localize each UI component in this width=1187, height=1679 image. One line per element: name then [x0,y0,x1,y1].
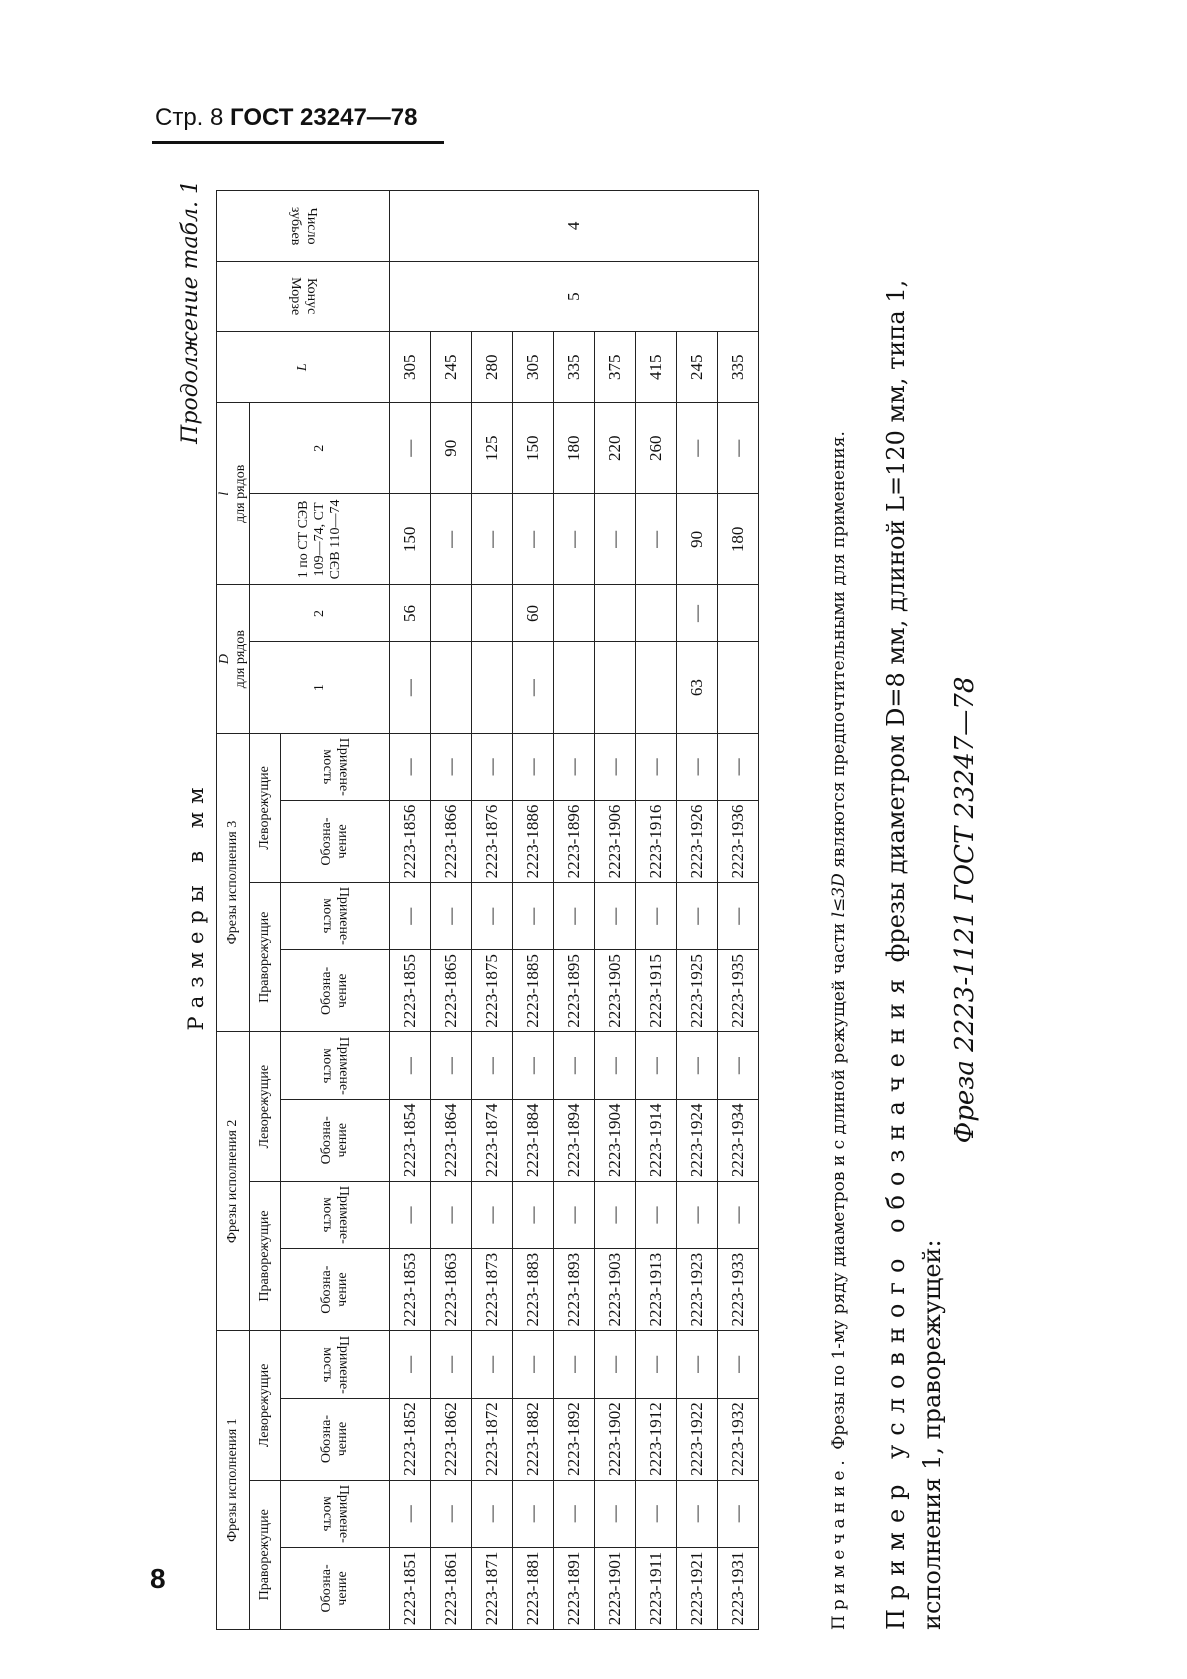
designation-cell: 2223-1882 [513,1398,554,1480]
l-row2-cell: 220 [595,403,636,494]
l-row2-cell: 260 [636,403,677,494]
L-cell: 335 [718,332,759,403]
designation-cell: 2223-1895 [554,950,595,1032]
L-cell: 245 [431,332,472,403]
note-text-a: Фрезы по 1-му ряду диаметров и с длиной режущей части [829,922,849,1450]
d-row1-cell: — [513,642,554,733]
applicability-cell: — [513,1480,554,1547]
applicability-header: Примене-мость [281,1181,390,1248]
designation-cell: 2223-1871 [472,1547,513,1629]
L-cell: 415 [636,332,677,403]
L-header: L [217,332,390,403]
applicability-cell: — [431,1480,472,1547]
table-row [554,191,595,1630]
d-row1-cell [554,642,595,733]
teeth-cell: 4 [390,191,759,262]
l-row2-cell: 180 [554,403,595,494]
d-row2-cell [472,585,513,642]
sizes-caption: Размеры в мм [184,779,208,1031]
applicability-cell: — [431,1331,472,1398]
note-formula: l≤3D [829,873,849,918]
designation-cell: 2223-1936 [718,800,759,882]
designation-cell: 2223-1916 [636,800,677,882]
d-row1-cell: — [390,642,431,733]
l-row1-cell: — [636,494,677,585]
applicability-cell: — [431,1032,472,1099]
designation-cell: 2223-1876 [472,800,513,882]
l-header: l для рядов [217,403,250,585]
designation-cell: 2223-1934 [718,1099,759,1181]
applicability-cell: — [636,883,677,950]
designation-cell: 2223-1861 [431,1547,472,1629]
designation-cell: 2223-1855 [390,950,431,1032]
applicability-cell: — [636,733,677,800]
designation-cell: 2223-1905 [595,950,636,1032]
applicability-cell: — [677,733,718,800]
applicability-cell: — [718,1181,759,1248]
subgroup-header: Праворежущие [250,883,281,1032]
designation-cell: 2223-1884 [513,1099,554,1181]
designation-cell: 2223-1866 [431,800,472,882]
designation-cell: 2223-1892 [554,1398,595,1480]
note-text-b: являются предпочтительными для применения. [829,431,849,868]
note-label: Примечание. [829,1455,849,1630]
d-row2-cell [595,585,636,642]
table-row [595,191,636,1630]
designation-cell: 2223-1904 [595,1099,636,1181]
designation-cell: 2223-1915 [636,950,677,1032]
designation-cell: 2223-1886 [513,800,554,882]
applicability-cell: — [513,1331,554,1398]
designation-cell: 2223-1902 [595,1398,636,1480]
applicability-cell: — [677,1032,718,1099]
designation-cell: 2223-1875 [472,950,513,1032]
d-row2-cell [636,585,677,642]
l-row2-cell: — [390,403,431,494]
d-row1-cell [636,642,677,733]
applicability-cell: — [595,1480,636,1547]
dimensions-table [216,190,759,1630]
continuation-caption: Продолжение табл. 1 [178,180,203,444]
group-header: Фрезы исполнения 1 [217,1331,250,1630]
L-cell: 305 [390,332,431,403]
d-row2-cell: — [677,585,718,642]
applicability-cell: — [472,1480,513,1547]
applicability-cell: — [595,1181,636,1248]
l-row2-cell: 125 [472,403,513,494]
table-row [513,191,554,1630]
applicability-cell: — [431,733,472,800]
d-row2-cell [554,585,595,642]
d-row1-cell [431,642,472,733]
designation-cell: 2223-1854 [390,1099,431,1181]
standard-number: ГОСТ 23247—78 [230,104,418,131]
subgroup-header: Праворежущие [250,1480,281,1629]
designation-cell: 2223-1874 [472,1099,513,1181]
applicability-cell: — [390,1331,431,1398]
designation-cell: 2223-1924 [677,1099,718,1181]
designation-header: Обозна-чение [281,1249,390,1331]
l-row1-cell: 90 [677,494,718,585]
applicability-cell: — [390,1032,431,1099]
d-row2-cell: 60 [513,585,554,642]
applicability-cell: — [595,1032,636,1099]
designation-cell: 2223-1851 [390,1547,431,1629]
table-row [636,191,677,1630]
designation-cell: 2223-1856 [390,800,431,882]
table-row [390,191,431,1630]
designation-cell: 2223-1911 [636,1547,677,1629]
applicability-cell: — [677,883,718,950]
subgroup-header: Праворежущие [250,1181,281,1330]
designation-cell: 2223-1922 [677,1398,718,1480]
designation-cell: 2223-1925 [677,950,718,1032]
designation-cell: 2223-1883 [513,1249,554,1331]
designation-cell: 2223-1914 [636,1099,677,1181]
applicability-cell: — [472,1181,513,1248]
L-cell: 280 [472,332,513,403]
designation-cell: 2223-1933 [718,1249,759,1331]
applicability-cell: — [636,1480,677,1547]
subgroup-header: Леворежущие [250,1331,281,1480]
l-row1-cell: — [554,494,595,585]
applicability-cell: — [595,733,636,800]
subgroup-header: Леворежущие [250,733,281,882]
example-text: фрезы диаметром D=8 мм, длиной L=120 мм, типа 1, исполнения 1, праворежущей: [882,279,946,1630]
l-row1-cell: — [513,494,554,585]
page-prefix: Стр. 8 [155,104,224,131]
designation-cell: 2223-1896 [554,800,595,882]
applicability-cell: — [472,1331,513,1398]
applicability-cell: — [431,883,472,950]
d-row1-cell [595,642,636,733]
applicability-cell: — [472,733,513,800]
rotated-content [178,180,1058,1630]
teeth-header: Число зубьев [217,191,390,262]
designation-header: Обозна-чение [281,950,390,1032]
applicability-cell: — [513,1032,554,1099]
designation-cell: 2223-1865 [431,950,472,1032]
applicability-cell: — [513,733,554,800]
d-header: D для рядов [217,585,250,733]
applicability-cell: — [718,883,759,950]
designation-cell: 2223-1873 [472,1249,513,1331]
applicability-header: Примене-мость [281,733,390,800]
subgroup-header: Леворежущие [250,1032,281,1181]
group-header: Фрезы исполнения 2 [217,1032,250,1331]
l-row1-cell: 150 [390,494,431,585]
designation-cell: 2223-1932 [718,1398,759,1480]
d-row1-header: 1 [250,642,390,733]
designation-cell: 2223-1872 [472,1398,513,1480]
l-row1-cell: 180 [718,494,759,585]
l-row1-cell: — [472,494,513,585]
designation-header: Обозна-чение [281,1398,390,1480]
applicability-header: Примене-мость [281,883,390,950]
applicability-cell: — [595,1331,636,1398]
applicability-cell: — [554,1181,595,1248]
designation-cell: 2223-1863 [431,1249,472,1331]
applicability-cell: — [554,1480,595,1547]
designation-cell: 2223-1921 [677,1547,718,1629]
l-row2-header: 2 [250,403,390,494]
l-row1-cell: — [431,494,472,585]
applicability-cell: — [636,1181,677,1248]
applicability-cell: — [472,883,513,950]
table-note [828,190,852,1630]
applicability-cell: — [390,733,431,800]
designation-cell: 2223-1852 [390,1398,431,1480]
table-body [390,191,759,1630]
designation-cell: 2223-1885 [513,950,554,1032]
applicability-cell: — [677,1480,718,1547]
designation-cell: 2223-1901 [595,1547,636,1629]
applicability-cell: — [677,1181,718,1248]
applicability-cell: — [718,733,759,800]
applicability-cell: — [677,1331,718,1398]
applicability-cell: — [718,1032,759,1099]
l-row2-cell: 150 [513,403,554,494]
morse-header: Конус Морзе [217,261,390,332]
d-row2-cell [718,585,759,642]
d-row1-cell [718,642,759,733]
designation-cell: 2223-1923 [677,1249,718,1331]
table-row [472,191,513,1630]
designation-cell: 2223-1894 [554,1099,595,1181]
applicability-cell: — [718,1331,759,1398]
d-row2-cell [431,585,472,642]
designation-cell: 2223-1862 [431,1398,472,1480]
applicability-cell: — [595,883,636,950]
applicability-cell: — [554,1032,595,1099]
applicability-cell: — [513,1181,554,1248]
designation-cell: 2223-1912 [636,1398,677,1480]
table-row [677,191,718,1630]
example-label: Пример условного обозначения [882,970,910,1630]
L-cell: 335 [554,332,595,403]
applicability-cell: — [390,1480,431,1547]
page-number: 8 [150,1563,166,1594]
L-cell: 245 [677,332,718,403]
d-row2-header: 2 [250,585,390,642]
applicability-cell: — [431,1181,472,1248]
applicability-header: Примене-мость [281,1032,390,1099]
designation-cell: 2223-1891 [554,1547,595,1629]
applicability-header: Примене-мость [281,1480,390,1547]
table-row [718,191,759,1630]
designation-cell: 2223-1926 [677,800,718,882]
l-row1-header: 1 по СТ СЭВ 109—74, СТ СЭВ 110—74 [250,494,390,585]
d-row1-cell: 63 [677,642,718,733]
applicability-cell: — [472,1032,513,1099]
designation-header: Обозна-чение [281,1099,390,1181]
group-header: Фрезы исполнения 3 [217,733,250,1032]
d-row1-cell [472,642,513,733]
applicability-cell: — [390,883,431,950]
applicability-cell: — [390,1181,431,1248]
designation-cell: 2223-1881 [513,1547,554,1629]
L-cell: 305 [513,332,554,403]
designation-cell: 2223-1931 [718,1547,759,1629]
applicability-cell: — [554,733,595,800]
page-header [155,104,417,132]
applicability-cell: — [636,1032,677,1099]
d-row2-cell: 56 [390,585,431,642]
table-row [431,191,472,1630]
applicability-cell: — [718,1480,759,1547]
morse-cell: 5 [390,261,759,332]
l-row1-cell: — [595,494,636,585]
designation-cell: 2223-1935 [718,950,759,1032]
applicability-cell: — [554,1331,595,1398]
l-row2-cell: — [677,403,718,494]
applicability-cell: — [513,883,554,950]
applicability-header: Примене-мость [281,1331,390,1398]
L-cell: 375 [595,332,636,403]
example [878,190,950,1630]
designation-cell: 2223-1906 [595,800,636,882]
applicability-cell: — [554,883,595,950]
designation-header: Обозна-чение [281,800,390,882]
designation-cell: 2223-1893 [554,1249,595,1331]
header-rule [152,141,444,144]
designation-cell: 2223-1913 [636,1249,677,1331]
example-code: Фреза 2223-1121 ГОСТ 23247—78 [950,676,980,1144]
applicability-cell: — [636,1331,677,1398]
designation-cell: 2223-1864 [431,1099,472,1181]
l-row2-cell: 90 [431,403,472,494]
designation-cell: 2223-1903 [595,1249,636,1331]
l-row2-cell: — [718,403,759,494]
designation-cell: 2223-1853 [390,1249,431,1331]
designation-header: Обозна-чение [281,1547,390,1629]
